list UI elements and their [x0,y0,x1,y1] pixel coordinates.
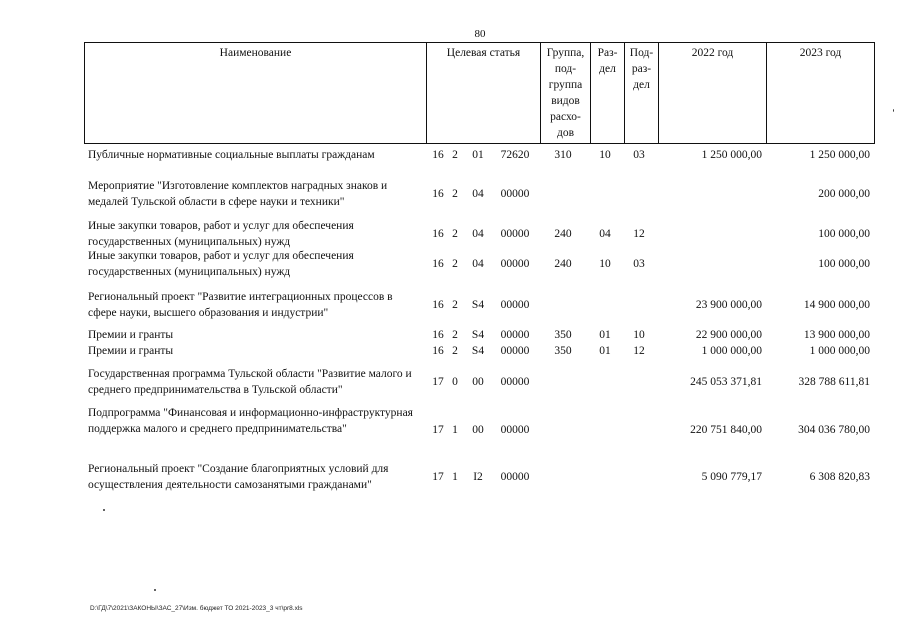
row-code-program: 16 [432,299,444,311]
scan-speck [154,589,156,591]
row-code-direction: 00000 [500,188,530,200]
row-section: 04 [599,228,611,240]
header-subsection [625,43,659,144]
row-code-subprogram: 1 [452,424,458,436]
row-amount-2022: 22 900 000,00 [695,329,762,341]
row-expense-group: 240 [554,228,572,240]
row-code-subprogram: 2 [452,228,458,240]
header-name: Наименование [85,43,427,144]
row-expense-group: 240 [554,258,572,270]
row-amount-2022: 245 053 371,81 [690,376,762,388]
row-code-program: 16 [432,188,444,200]
row-code-subprogram: 2 [452,149,458,161]
header-group-line: видов [551,95,580,107]
row-code-program: 17 [432,471,444,483]
row-expense-group: 350 [554,329,572,341]
row-code-direction: 00000 [500,471,530,483]
header-group-line: под- [554,63,577,75]
row-expense-group: 350 [554,345,572,357]
header-group-line: Группа, [546,47,585,59]
row-name: Мероприятие "Изготовление комплектов наградных знаков и медалей Тульской области в сфере науки и техники" [88,180,388,208]
row-code-subprogram: 2 [452,345,458,357]
row-code-direction: 72620 [500,149,530,161]
row-section: 10 [599,149,611,161]
row-code-program: 16 [432,258,444,270]
row-code-subprogram: 2 [452,299,458,311]
row-amount-2022: 1 250 000,00 [701,149,762,161]
row-name: Региональный проект "Создание благоприятных условий для осуществления деятельности самозанятыми гражданами" [88,463,389,491]
row-code-program: 16 [432,345,444,357]
row-code-event: 04 [472,188,484,200]
row-code-direction: 00000 [500,258,530,270]
row-name: Иные закупки товаров, работ и услуг для обеспечения государственных (муниципальных) нужд [88,250,354,278]
scan-speck [893,109,894,112]
row-name: Иные закупки товаров, работ и услуг для обеспечения государственных (муниципальных) нужд [88,220,354,248]
row-subsection: 12 [633,345,645,357]
row-section: 01 [599,329,611,341]
row-code-event: S4 [471,299,485,311]
row-code-event: I2 [473,471,483,483]
row-code-subprogram: 2 [452,329,458,341]
row-name: Публичные нормативные социальные выплаты гражданам [88,149,375,161]
file-path-footer: D:\ГД\7\2021\ЗАКОНЫ\ЗАС_27\Изм. бюджет ТО 2021-2023_3 чт\pr8.xls [90,605,303,612]
header-target-article: Целевая статья [427,43,541,144]
row-subsection: 03 [633,258,645,270]
row-code-program: 16 [432,228,444,240]
header-section [591,43,625,144]
row-subsection: 10 [633,329,645,341]
row-subsection: 12 [633,228,645,240]
row-amount-2022: 23 900 000,00 [695,299,762,311]
row-code-direction: 00000 [500,329,530,341]
row-code-event: 04 [472,228,484,240]
row-section: 01 [599,345,611,357]
row-code-event: 00 [472,376,484,388]
row-code-event: 00 [472,424,484,436]
row-code-event: S4 [471,329,485,341]
row-amount-2023: 1 000 000,00 [809,345,870,357]
row-code-direction: 00000 [500,228,530,240]
row-code-event: S4 [471,345,485,357]
row-amount-2023: 1 250 000,00 [809,149,870,161]
header-subsection-line: Под- [629,47,654,59]
row-name: Премии и гранты [88,345,174,357]
row-code-subprogram: 2 [452,188,458,200]
header-subsection-line: раз- [631,63,652,75]
header-group-line: дов [556,127,575,139]
row-amount-2023: 6 308 820,83 [809,471,870,483]
row-name: Подпрограмма "Финансовая и информационно-инфраструктурная поддержка малого и среднего предпринимательства" [88,407,413,435]
row-name: Региональный проект "Развитие интеграционных процессов в сфере науки, высшего образования и индустрии" [88,291,393,319]
row-code-direction: 00000 [500,345,530,357]
header-group [541,43,591,144]
scan-speck [103,509,105,511]
row-amount-2023: 304 036 780,00 [798,424,870,436]
row-code-program: 16 [432,329,444,341]
row-amount-2023: 100 000,00 [818,228,870,240]
header-year-2022: 2022 год [659,43,767,144]
row-code-subprogram: 0 [452,376,458,388]
row-code-direction: 00000 [500,424,530,436]
header-section-line: Раз- [597,47,618,59]
row-subsection: 03 [633,149,645,161]
header-group-line: группа [548,79,583,91]
header-group-line: расхо- [550,111,581,123]
row-code-event: 04 [472,258,484,270]
row-name: Премии и гранты [88,329,174,341]
row-code-subprogram: 2 [452,258,458,270]
row-code-event: 01 [472,149,484,161]
row-amount-2022: 5 090 779,17 [701,471,762,483]
row-code-direction: 00000 [500,376,530,388]
row-code-direction: 00000 [500,299,530,311]
header-subsection-line: дел [633,79,650,91]
row-expense-group: 310 [554,149,572,161]
row-code-program: 17 [432,424,444,436]
row-amount-2023: 328 788 611,81 [798,376,870,388]
row-amount-2023: 100 000,00 [818,258,870,270]
row-code-subprogram: 1 [452,471,458,483]
row-amount-2022: 1 000 000,00 [701,345,762,357]
page-number: 80 [474,28,486,40]
header-section-line: дел [599,63,616,75]
row-amount-2023: 13 900 000,00 [803,329,870,341]
row-section: 10 [599,258,611,270]
row-amount-2023: 200 000,00 [818,188,870,200]
row-amount-2022: 220 751 840,00 [690,424,762,436]
row-name: Государственная программа Тульской области "Развитие малого и среднего предпринимательства в Тульской области" [88,368,412,396]
header-year-2023: 2023 год [767,43,875,144]
table-header [84,42,875,144]
row-code-program: 17 [432,376,444,388]
row-amount-2023: 14 900 000,00 [803,299,870,311]
row-code-program: 16 [432,149,444,161]
